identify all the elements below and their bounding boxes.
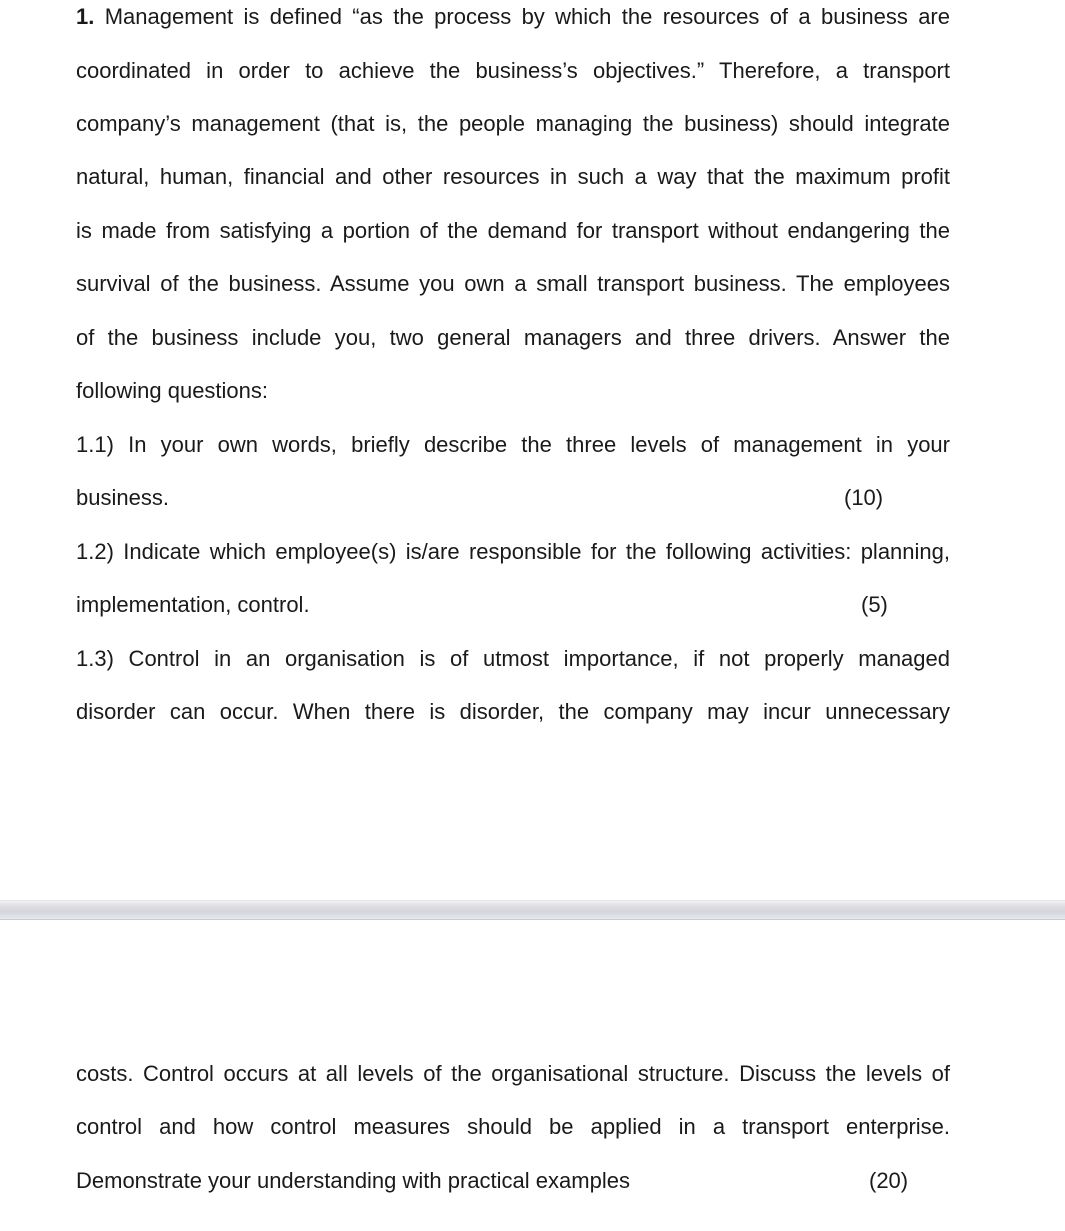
intro-line-6: survival of the business. Assume you own a small transport business. The employees: [76, 271, 950, 296]
question-1-3-marks: (20): [869, 1168, 909, 1193]
intro-line-5: is made from satisfying a portion of the demand for transport without endangering the: [76, 218, 950, 243]
question-1-2-line-2: implementation, control.: [76, 592, 310, 617]
intro-line-4: natural, human, financial and other resources in such a way that the maximum profit: [76, 164, 950, 189]
question-1-1-marks: (10): [844, 485, 884, 510]
question-1-1-line-1: 1.1) In your own words, briefly describe the three levels of management in your: [76, 432, 950, 457]
question-1-1-line-2: business.: [76, 485, 169, 510]
page-divider: [0, 900, 1065, 920]
question-1-3-line-2: disorder can occur. When there is disorder, the company may incur unnecessary: [76, 699, 950, 724]
intro-line-3: company’s management (that is, the people managing the business) should integrate: [76, 111, 950, 136]
question-number: 1.: [76, 4, 95, 29]
intro-line-2: coordinated in order to achieve the business’s objectives.” Therefore, a transport: [76, 58, 950, 83]
question-1-3-line-3: costs. Control occurs at all levels of the organisational structure. Discuss the levels of: [76, 1061, 950, 1086]
intro-line-1: 1. Management is defined “as the process by which the resources of a business are: [76, 4, 950, 29]
question-1-3-line-5: Demonstrate your understanding with practical examples: [76, 1168, 630, 1193]
question-1-3-line-4: control and how control measures should be applied in a transport enterprise.: [76, 1114, 950, 1139]
question-1-2-marks: (5): [861, 592, 888, 617]
intro-line-8: following questions:: [76, 378, 269, 403]
intro-line-7: of the business include you, two general managers and three drivers. Answer the: [76, 325, 950, 350]
question-1-2-line-1: 1.2) Indicate which employee(s) is/are responsible for the following activities: planning,: [76, 539, 950, 564]
question-1-3-line-1: 1.3) Control in an organisation is of utmost importance, if not properly managed: [76, 646, 950, 671]
